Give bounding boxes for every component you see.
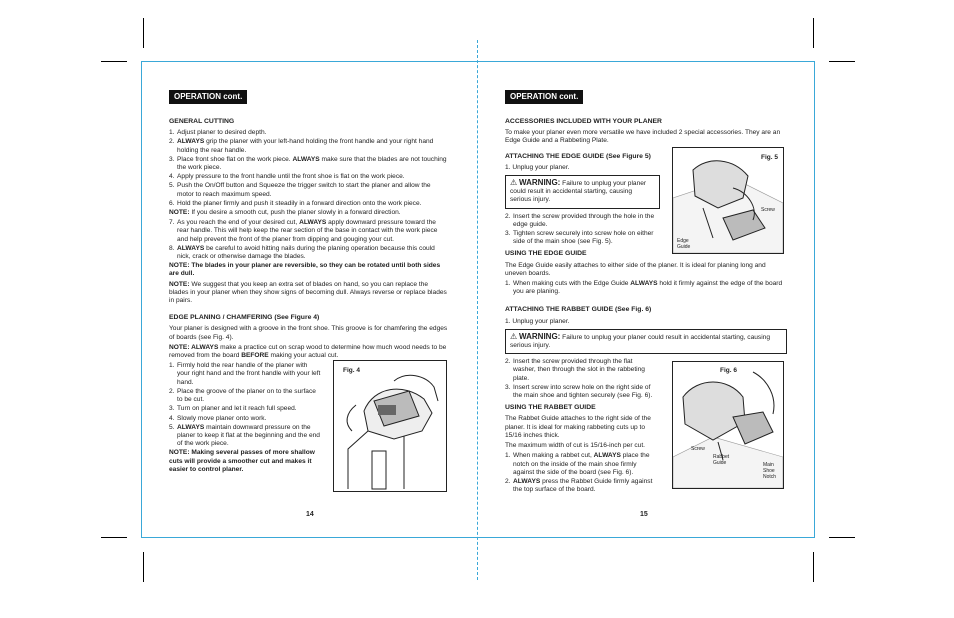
note: NOTE: ALWAYS make a practice cut on scrap wood to determine how much wood needs to be removed from the board BEFORE making your actual cut. — [169, 343, 447, 360]
list-item: 3. Place front shoe flat on the work piece. ALWAYS make sure that the blades are not touching the work piece. — [169, 155, 447, 172]
figure-4 — [333, 360, 447, 492]
warning-icon: ⚠ — [510, 331, 518, 341]
figure-5 — [672, 147, 784, 254]
list-item: 4. Apply pressure to the front handle until the front shoe is flat on the work piece. — [169, 173, 405, 181]
use-edge-steps — [505, 280, 787, 296]
list-item: 8. ALWAYS be careful to avoid hitting nails during the planing operation because this could nick, crack or otherwise damage the blades. — [169, 244, 435, 261]
paragraph: Your planer is designed with a groove in the front shoe. This groove is for chamfering the edges of boards (see Fig. 4). — [169, 325, 448, 341]
callout-label: Rabbet Guide — [713, 454, 730, 466]
section-heading: GENERAL CUTTING — [169, 118, 235, 125]
list-item: 3. Insert screw into screw hole on the right side of the main shoe and tighten securely (see Fig. 6). — [505, 383, 653, 400]
list-item: 1. Firmly hold the rear handle of the planer with your right hand and the front handle with your left hand. — [169, 362, 321, 386]
section-badge: OPERATION cont. — [169, 90, 247, 104]
list-item: 3. Turn on planer and let it reach full speed. — [169, 405, 297, 413]
list-item: 6. Hold the planer firmly and push it steadily in a forward direction onto the work piece. — [169, 199, 422, 207]
figure-label: Fig. 4 — [343, 367, 360, 374]
list-item: 4. Slowly move planer onto work. — [169, 414, 267, 422]
warning-box: ⚠ WARNING: Failure to unplug your planer could result in accidental starting, causing serious injury. — [505, 329, 787, 354]
list-item: 1. Adjust planer to desired depth. — [169, 129, 267, 137]
note: NOTE: If you desire a smooth cut, push the planer slowly in a forward direction. — [169, 209, 401, 217]
note: NOTE: We suggest that you keep an extra set of blades on hand, so you can replace the blades in your planer when they show signs of becoming dull. Always reverse or replace blades in pairs. — [169, 280, 447, 305]
list-item: 3. Tighten screw securely into screw hole on either side of the main shoe (see Fig. 5). — [505, 230, 654, 246]
section-heading: USING THE RABBET GUIDE — [505, 404, 596, 412]
callout-label: Screw — [761, 207, 775, 213]
crop-mark — [829, 537, 855, 538]
section-heading: ACCESSORIES INCLUDED WITH YOUR PLANER — [505, 118, 662, 125]
callout-label: Edge Guide — [677, 238, 691, 250]
section-heading: EDGE PLANING / CHAMFERING (See Figure 4) — [169, 314, 320, 322]
general-steps-continued — [169, 219, 449, 261]
figure-label: Fig. 6 — [720, 367, 737, 374]
planer-illustration — [334, 361, 446, 491]
list-item: 1. When making a rabbet cut, ALWAYS place the notch on the inside of the main shoe firmly against the side of the board (see Fig. 6). — [505, 452, 650, 476]
crop-mark — [143, 552, 144, 582]
list-item: 5. Push the On/Off button and Squeeze the trigger switch to start the planer and allow the motor to reach maximum speed. — [169, 182, 431, 198]
paragraph: The maximum width of cut is 15/16-inch per cut. — [505, 442, 645, 450]
paragraph: To make your planer even more versatile we have included 2 special accessories. They are an Edge Guide and a Rabbeting Plate. — [505, 129, 781, 145]
note-bold: NOTE: The blades in your planer are reversible, so they can be rotated until both sides are dull. — [169, 262, 441, 278]
list-item: 2. Insert the screw provided through the hole in the edge guide. — [505, 212, 655, 228]
crop-mark — [101, 537, 127, 538]
fold-line — [477, 40, 478, 580]
crop-mark — [829, 61, 855, 62]
warning-box: ⚠ WARNING: Failure to unplug your planer could result in accidental starting, causing serious injury. — [505, 175, 660, 209]
page-number: 14 — [306, 511, 314, 518]
crop-mark — [101, 61, 127, 62]
page-number: 15 — [640, 511, 648, 518]
callout-label: Main Shoe Notch — [763, 462, 777, 480]
callout-label: Screw — [691, 446, 705, 452]
step: 1. Unplug your planer. — [505, 163, 570, 171]
section-heading: USING THE EDGE GUIDE — [505, 250, 587, 258]
edge-guide-steps — [505, 213, 660, 247]
list-item: 5. ALWAYS maintain downward pressure on the planer to keep it flat at the beginning and the end of the work piece. — [169, 423, 320, 448]
section-heading: ATTACHING THE RABBET GUIDE (See Fig. 6) — [505, 306, 652, 314]
list-item: 2. Place the groove of the planer on to the surface to be cut. — [169, 387, 316, 404]
list-item: 1. When making cuts with the Edge Guide ALWAYS hold it firmly against the edge of the board you are planing. — [505, 280, 783, 296]
paragraph: The Edge Guide easily attaches to either side of the planer. It is ideal for planing long and uneven boards. — [505, 261, 766, 277]
general-steps — [169, 129, 449, 208]
use-rabbet-steps — [505, 452, 655, 494]
note-bold: NOTE: Making several passes of more shallow cuts will provide a smoother cut and makes it easier to control planer. — [169, 449, 315, 473]
list-item: 7. As you reach the end of your desired cut, ALWAYS apply downward pressure toward the rear handle. This will help keep the rear section of the base in contact with the work piece and help prevent the front of the planer from dipping and gouging your cut. — [169, 219, 438, 243]
list-item: 2. Insert the screw provided through the flat washer, then through the slot in the rabbeting plate. — [505, 358, 645, 382]
rabbet-steps — [505, 358, 655, 400]
warning-icon: ⚠ — [510, 178, 518, 188]
crop-mark — [143, 18, 144, 48]
edge-steps — [169, 362, 321, 448]
section-badge: OPERATION cont. — [505, 90, 583, 104]
figure-6 — [672, 361, 784, 489]
figure-label: Fig. 5 — [761, 154, 778, 161]
paragraph: The Rabbet Guide attaches to the right side of the planer. It is ideal for making rabbeting cuts up to 15/16 inches thick. — [505, 415, 651, 439]
crop-mark — [813, 552, 814, 582]
step: 1. Unplug your planer. — [505, 317, 570, 325]
crop-mark — [813, 18, 814, 48]
section-heading: ATTACHING THE EDGE GUIDE (See Figure 5) — [505, 152, 651, 160]
list-item: 2. ALWAYS grip the planer with your left-hand holding the front handle and your right hand holding the rear handle. — [169, 138, 434, 154]
list-item: 2. ALWAYS press the Rabbet Guide firmly against the top surface of the board. — [505, 477, 653, 494]
